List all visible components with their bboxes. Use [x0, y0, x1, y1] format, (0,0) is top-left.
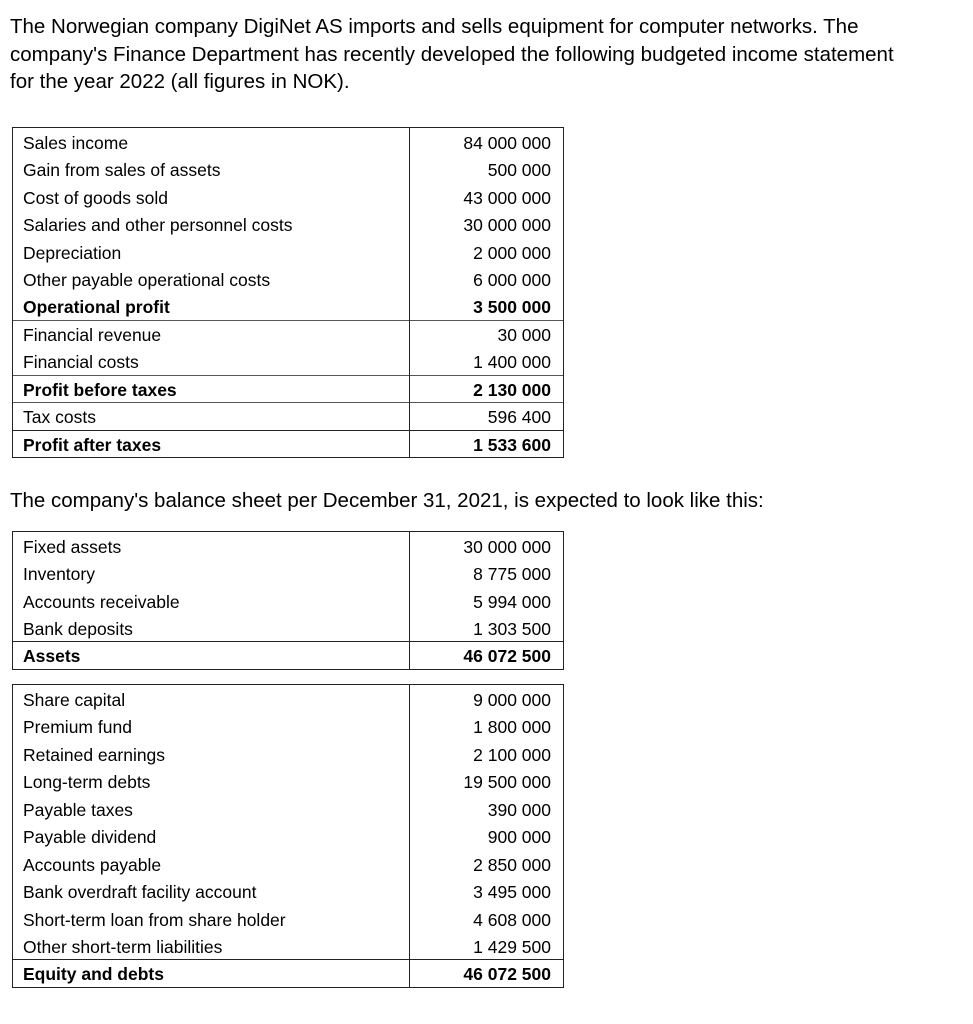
table-row: [13, 183, 564, 211]
table-row: [13, 767, 564, 795]
row-value: 1 429 500: [410, 932, 564, 960]
table-row: [13, 960, 564, 988]
row-label: Financial costs: [13, 348, 410, 376]
row-label: Sales income: [13, 128, 410, 156]
table-row: [13, 587, 564, 615]
table-row: [13, 403, 564, 431]
table-row: [13, 238, 564, 266]
row-label: Profit after taxes: [13, 430, 410, 458]
row-value: 2 100 000: [410, 740, 564, 768]
row-value: 19 500 000: [410, 767, 564, 795]
row-value: 8 775 000: [410, 559, 564, 587]
table-row: [13, 320, 564, 348]
assets-table: [12, 531, 564, 670]
intro-paragraph: [10, 13, 894, 96]
row-value: 3 500 000: [410, 293, 564, 321]
row-label: Bank deposits: [13, 614, 410, 642]
row-label: Premium fund: [13, 712, 410, 740]
table-row: [13, 795, 564, 823]
row-label: Assets: [13, 642, 410, 670]
row-value: 1 400 000: [410, 348, 564, 376]
row-value: 4 608 000: [410, 905, 564, 933]
row-label: Cost of goods sold: [13, 183, 410, 211]
row-label: Depreciation: [13, 238, 410, 266]
row-value: 500 000: [410, 155, 564, 183]
row-value: 2 850 000: [410, 850, 564, 878]
row-label: Other payable operational costs: [13, 265, 410, 293]
row-label: Long-term debts: [13, 767, 410, 795]
row-value: 43 000 000: [410, 183, 564, 211]
equity-and-debts-table: [12, 684, 564, 988]
table-row: [13, 155, 564, 183]
row-value: 2 000 000: [410, 238, 564, 266]
intro-line: company's Finance Department has recently developed the following budgeted income statement: [10, 42, 894, 66]
row-value: 2 130 000: [410, 375, 564, 403]
row-value: 1 533 600: [410, 430, 564, 458]
row-label: Financial revenue: [13, 320, 410, 348]
row-label: Retained earnings: [13, 740, 410, 768]
row-value: 390 000: [410, 795, 564, 823]
row-value: 596 400: [410, 403, 564, 431]
row-label: Tax costs: [13, 403, 410, 431]
row-value: 30 000 000: [410, 532, 564, 560]
row-label: Gain from sales of assets: [13, 155, 410, 183]
row-value: 1 800 000: [410, 712, 564, 740]
row-value: 46 072 500: [410, 960, 564, 988]
row-label: Other short-term liabilities: [13, 932, 410, 960]
table-row: [13, 905, 564, 933]
table-row: [13, 850, 564, 878]
row-label: Accounts receivable: [13, 587, 410, 615]
row-label: Equity and debts: [13, 960, 410, 988]
table-row: [13, 210, 564, 238]
intro-line: The Norwegian company DigiNet AS imports and sells equipment for computer networks. The: [10, 15, 859, 38]
table-row: [13, 614, 564, 642]
table-row: [13, 685, 564, 713]
income-statement-table: [12, 127, 564, 458]
table-row: [13, 265, 564, 293]
row-value: 46 072 500: [410, 642, 564, 670]
row-label: Accounts payable: [13, 850, 410, 878]
row-value: 30 000: [410, 320, 564, 348]
table-row: [13, 348, 564, 376]
row-value: 9 000 000: [410, 685, 564, 713]
table-row: [13, 559, 564, 587]
table-row: [13, 293, 564, 321]
row-value: 900 000: [410, 822, 564, 850]
table-row: [13, 128, 564, 156]
row-label: Salaries and other personnel costs: [13, 210, 410, 238]
row-label: Profit before taxes: [13, 375, 410, 403]
balance-sheet-intro: The company's balance sheet per December 31, 2021, is expected to look like this:: [10, 489, 764, 512]
row-value: 6 000 000: [410, 265, 564, 293]
row-label: Operational profit: [13, 293, 410, 321]
row-value: 5 994 000: [410, 587, 564, 615]
row-label: Bank overdraft facility account: [13, 877, 410, 905]
table-row: [13, 822, 564, 850]
table-row: [13, 642, 564, 670]
table-row: [13, 532, 564, 560]
row-label: Fixed assets: [13, 532, 410, 560]
row-label: Inventory: [13, 559, 410, 587]
row-label: Payable dividend: [13, 822, 410, 850]
table-row: [13, 375, 564, 403]
row-value: 1 303 500: [410, 614, 564, 642]
table-row: [13, 932, 564, 960]
row-label: Share capital: [13, 685, 410, 713]
table-row: [13, 877, 564, 905]
table-row: [13, 430, 564, 458]
table-row: [13, 740, 564, 768]
row-value: 30 000 000: [410, 210, 564, 238]
row-value: 84 000 000: [410, 128, 564, 156]
row-value: 3 495 000: [410, 877, 564, 905]
row-label: Payable taxes: [13, 795, 410, 823]
row-label: Short-term loan from share holder: [13, 905, 410, 933]
table-row: [13, 712, 564, 740]
intro-line: for the year 2022 (all figures in NOK).: [10, 70, 350, 93]
